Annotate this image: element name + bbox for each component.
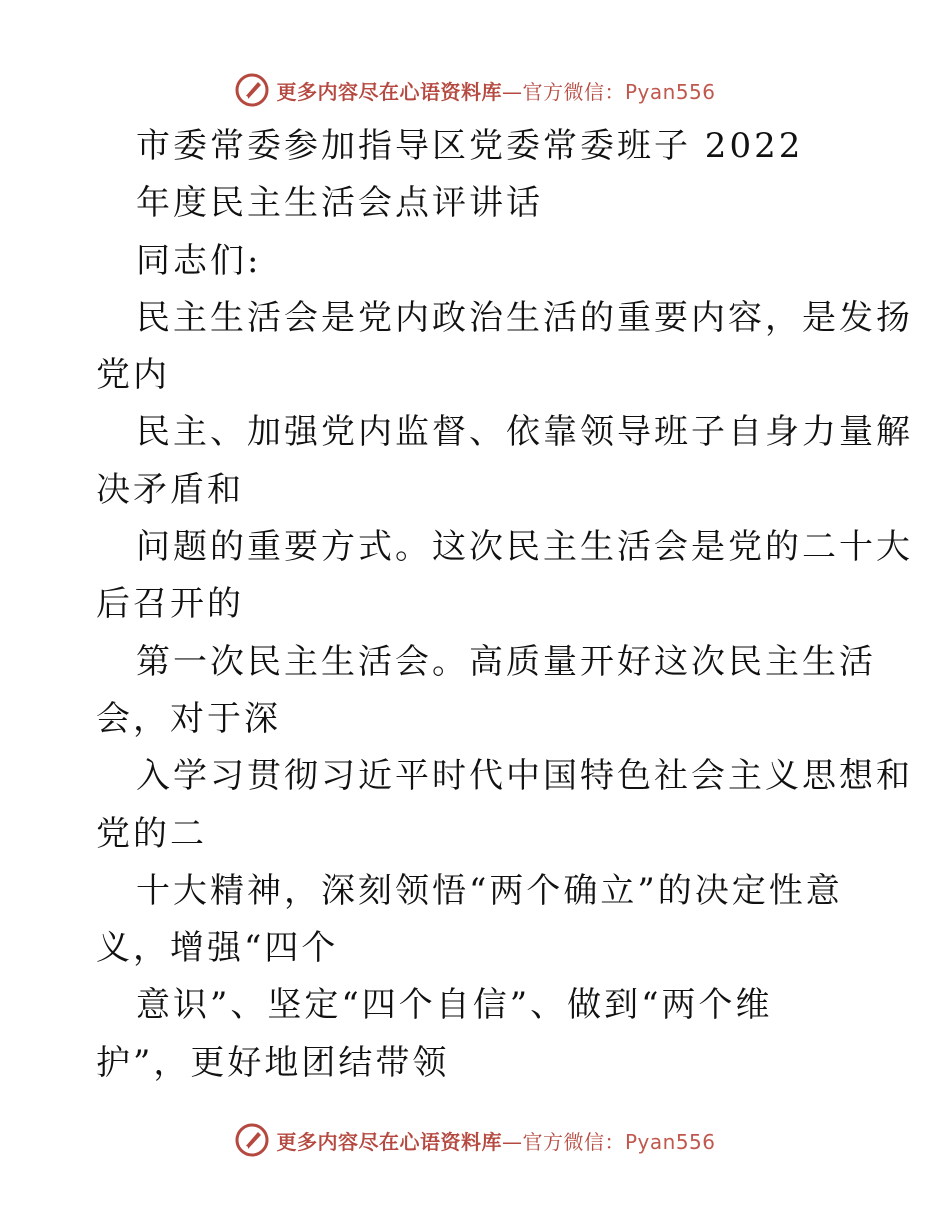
document-line: 入学习贯彻习近平时代中国特色社会主义思想和	[136, 756, 913, 797]
document-line: 党的二	[96, 813, 207, 854]
document-line: 同志们:	[136, 240, 262, 281]
watermark-brand: 更多内容尽在心语资料库	[276, 1129, 502, 1154]
watermark-banner-top	[0, 70, 950, 110]
document-line: 年度民主生活会点评讲话	[136, 183, 543, 224]
watermark-label: 官方微信：	[522, 1129, 625, 1154]
document-line: 会，对于深	[96, 698, 281, 739]
document-line: 党内	[96, 355, 170, 396]
watermark-text	[276, 76, 715, 105]
document-line: 义，增强“四个	[96, 928, 339, 969]
pen-logo-icon	[234, 72, 270, 108]
document-line: 问题的重要方式。这次民主生活会是党的二十大	[136, 527, 913, 568]
document-body	[96, 118, 913, 1092]
document-line: 意识”、坚定“四个自信”、做到“两个维	[136, 985, 773, 1026]
watermark-separator: —	[501, 1129, 523, 1154]
watermark-label: 官方微信：	[522, 79, 625, 104]
document-line: 民主、加强党内监督、依靠领导班子自身力量解	[136, 412, 913, 453]
pen-logo-icon	[234, 1122, 270, 1158]
watermark-handle: Pyan556	[624, 79, 716, 104]
watermark-brand: 更多内容尽在心语资料库	[276, 79, 502, 104]
watermark-banner-bottom	[0, 1120, 950, 1160]
document-line: 十大精神，深刻领悟“两个确立”的决定性意	[136, 870, 843, 911]
document-line: 后召开的	[96, 584, 244, 625]
watermark-text	[276, 1126, 715, 1155]
document-line: 市委常委参加指导区党委常委班子 2022	[136, 126, 804, 166]
document-line: 护”，更好地团结带领	[96, 1042, 450, 1083]
watermark-handle: Pyan556	[624, 1129, 716, 1154]
document-line: 第一次民主生活会。高质量开好这次民主生活	[136, 641, 876, 682]
document-line: 民主生活会是党内政治生活的重要内容，是发扬	[136, 297, 913, 338]
watermark-separator: —	[501, 79, 523, 104]
document-line: 决矛盾和	[96, 469, 244, 510]
